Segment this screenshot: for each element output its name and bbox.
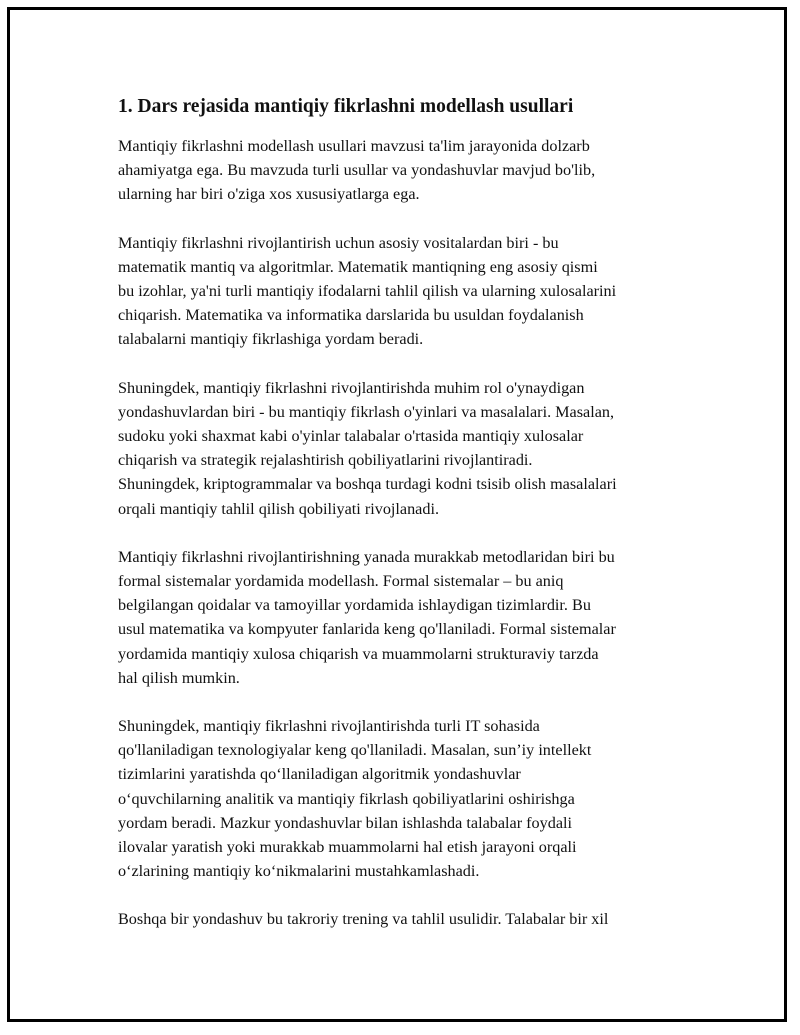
paragraph: Mantiqiy fikrlashni rivojlantirish uchun asosiy vositalardan biri - bu matematik mantiq va algoritmlar. Matematik mantiqning eng asosiy qismi bu izohlar, ya'ni turli mantiqiy ifodalarni tahlil qilish va ularning xulosalarini chiqarish. Matematika va informatika darslarida bu usuldan foydalanish talabalarni mantiqiy fikrlashiga yordam beradi. — [118, 233, 617, 349]
section-heading: 1. Dars rejasida mantiqiy fikrlashni modellash usullari — [118, 96, 574, 117]
paragraph: Boshqa bir yondashuv bu takroriy trening va tahlil usulidir. Talabalar bir xil — [118, 910, 609, 929]
paragraph: Mantiqiy fikrlashni rivojlantirishning yanada murakkab metodlaridan biri bu formal sistemalar yordamida modellash. Formal sistemalar – bu aniq belgilangan qoidalar va tamoyillar yordamida ishlaydigan tizimlardir. Bu usul matematika va kompyuter fanlarida keng qo'llaniladi. Formal sistemalar yordamida mantiqiy xulosa chiqarish va muammolarni strukturaviy tarzda hal qilish mumkin. — [118, 547, 616, 687]
paragraph: Shuningdek, mantiqiy fikrlashni rivojlantirishda turli IT sohasida qo'llaniladigan texnologiyalar keng qo'llaniladi. Masalan, sun’iy intellekt tizimlarini yaratishda qo‘llaniladigan algoritmik yondashuvlar o‘quvchilarning analitik va mantiqiy fikrlash qobiliyatlarini oshirishga yordam beradi. Mazkur yondashuvlar bilan ishlashda talabalar foydali ilovalar yaratish yoki murakkab muammolarni hal etish jarayoni orqali o‘zlarining mantiqiy ko‘nikmalarini mustahkamlashadi. — [118, 717, 592, 881]
document-body — [118, 94, 693, 956]
paragraph: Mantiqiy fikrlashni modellash usullari mavzusi ta'lim jarayonida dolzarb ahamiyatga ega. Bu mavzuda turli usullar va yondashuvlar mavjud bo'lib, ularning har biri o'ziga xos xususiyatlarga ega. — [118, 137, 596, 204]
paragraph: Shuningdek, mantiqiy fikrlashni rivojlantirishda muhim rol o'ynaydigan yondashuvlardan biri - bu mantiqiy fikrlash o'yinlari va masalalari. Masalan, sudoku yoki shaxmat kabi o'yinlar talabalar o'rtasida mantiqiy xulosalar chiqarish va strategik rejalashtirish qobiliyatlarini rivojlantiradi. Shuningdek, kriptogrammalar va boshqa turdagi kodni tsisib olish masalalari orqali mantiqiy tahlil qilish qobiliyati rivojlanadi. — [118, 378, 617, 518]
